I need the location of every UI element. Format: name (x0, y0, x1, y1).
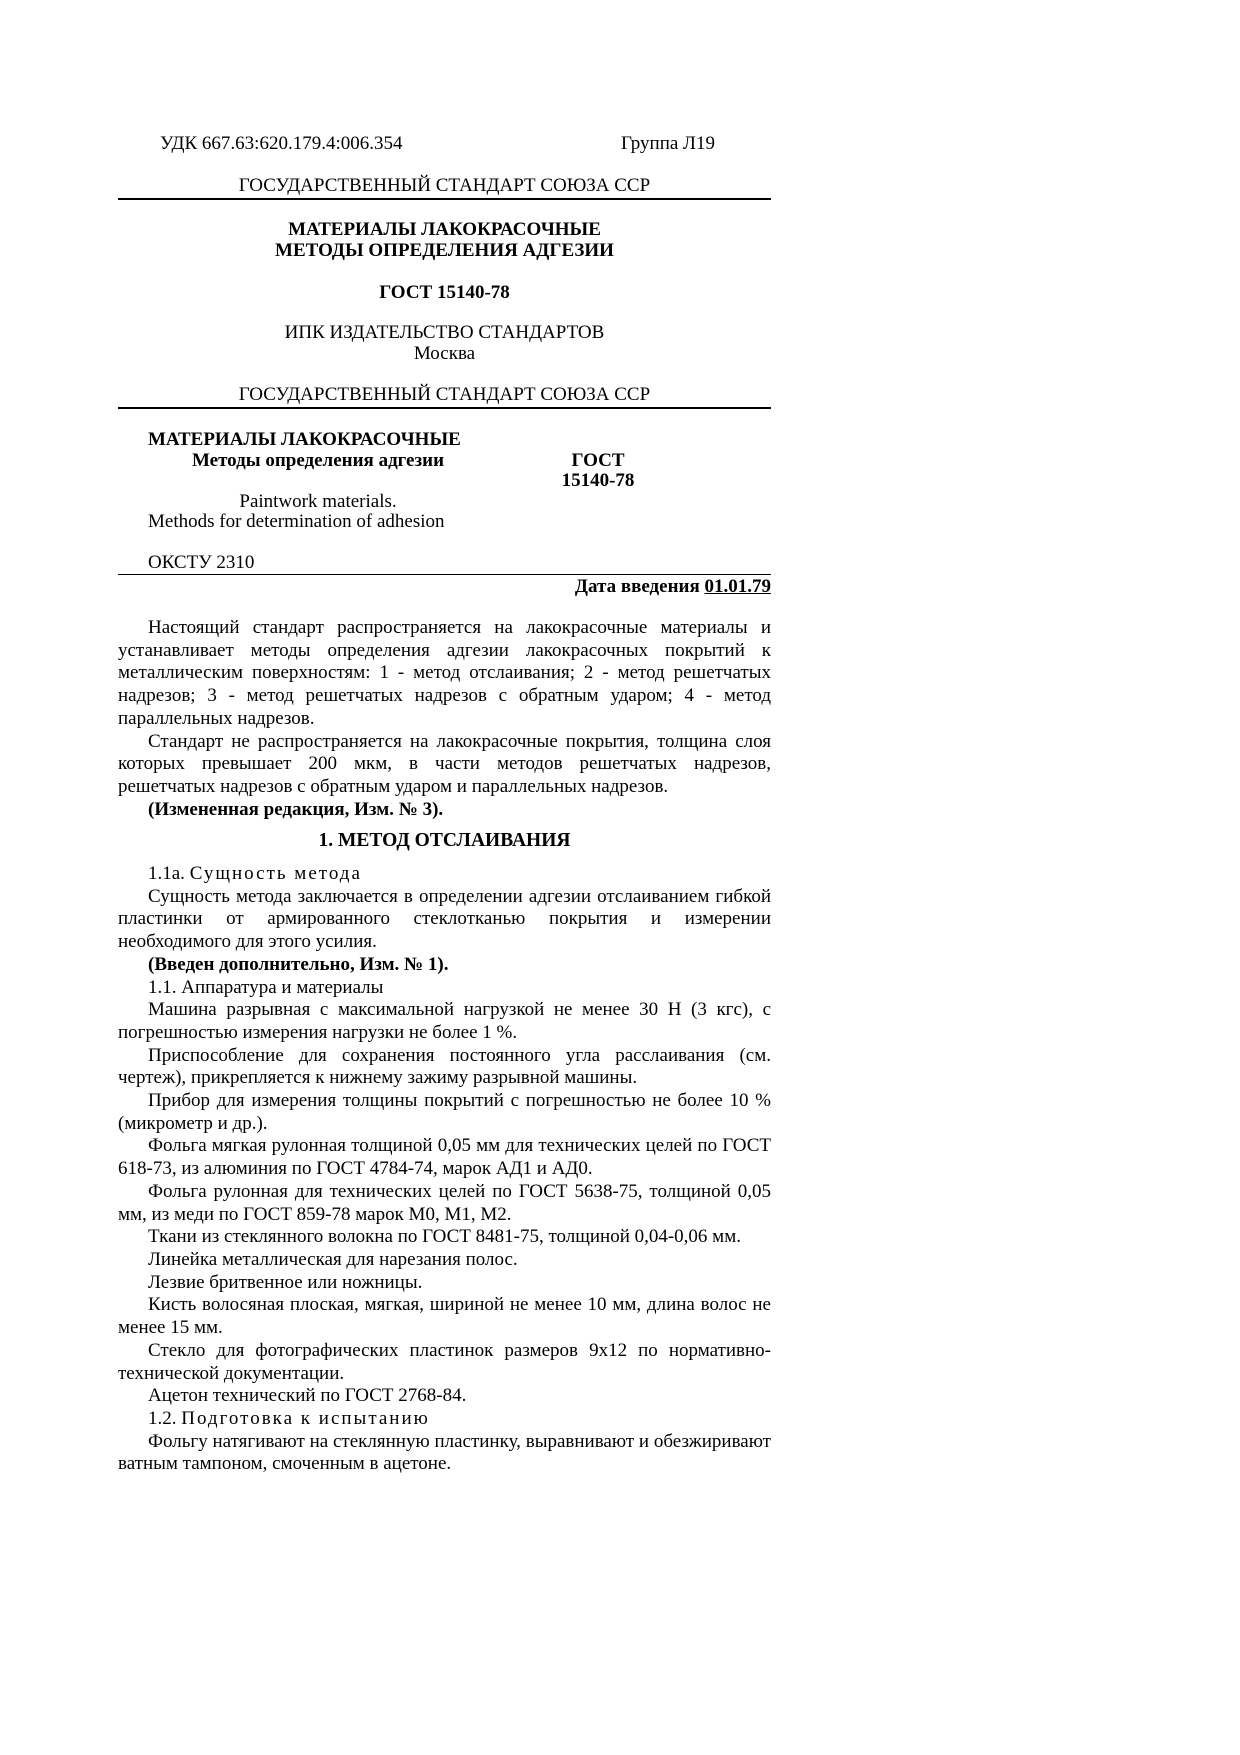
equipment-item: Линейка металлическая для нарезания полос. (148, 1248, 518, 1270)
amendment-note-3: (Измененная редакция, Изм. № 3). (148, 798, 444, 820)
equipment-item: Фольга мягкая рулонная толщиной 0,05 мм для технических целей по ГОСТ 618-73, из алюминия по ГОСТ 4784-74, марок АД1 и АД0. (118, 1135, 771, 1180)
gost-number: ГОСТ 15140-78 (379, 282, 510, 303)
title-line-2: МЕТОДЫ ОПРЕДЕЛЕНИЯ АДГЕЗИИ (275, 240, 614, 261)
subsection-title: Сущность метода (189, 863, 362, 885)
subsection-number: 1.2. (148, 1407, 177, 1429)
equipment-item: Кисть волосяная плоская, мягкая, шириной не менее 10 мм, длина волос не менее 15 мм. (118, 1294, 771, 1339)
title-en-line-1: Paintwork materials. (239, 491, 397, 512)
equipment-item: Стекло для фотографических пластинок размеров 9х12 по нормативно-технической документации. (118, 1339, 771, 1384)
title-ru-line-2: Методы определения адгезии (191, 450, 445, 471)
equipment-item: Приспособление для сохранения постоянного угла расслаивания (см. чертеж), прикрепляется к нижнему зажиму разрывной машины. (118, 1044, 771, 1089)
subsection-number: 1.1а. (148, 863, 185, 885)
subsection-1-2-text: Фольгу натягивают на стеклянную пластинку, выравнивают и обезжиривают ватным тампоном, смоченным в ацетоне. (118, 1430, 771, 1475)
intro-date-value: 01.01.79 (704, 576, 771, 597)
subsection-1-1-heading: 1.1. Аппаратура и материалы (148, 976, 384, 998)
divider (118, 574, 771, 575)
intro-date-label: Дата введения (574, 576, 700, 597)
equipment-item: Ацетон технический по ГОСТ 2768-84. (148, 1385, 467, 1407)
publisher: ИПК ИЗДАТЕЛЬСТВО СТАНДАРТОВ (284, 322, 605, 343)
equipment-item: Машина разрывная с максимальной нагрузкой не менее 30 Н (3 кгс), с погрешностью измерения нагрузки не более 1 %. (118, 999, 771, 1043)
state-standard-heading: ГОСУДАРСТВЕННЫЙ СТАНДАРТ СОЮЗА ССР (238, 175, 651, 196)
udk-code: УДК 667.63:620.179.4:006.354 (160, 133, 403, 154)
subsection-1-2-heading (118, 1408, 771, 1431)
divider (118, 198, 771, 200)
gost-label: ГОСТ (571, 450, 625, 471)
subsection-1-1a-text: Сущность метода заключается в определении адгезии отслаиванием гибкой пластинки от армированного стеклотканью покрытия и измерении необходимого для этого усилия. (118, 885, 771, 953)
equipment-item: Прибор для измерения толщины покрытий с погрешностью не более 10 % (микрометр и др.). (118, 1090, 771, 1134)
title-ru-line-1: МАТЕРИАЛЫ ЛАКОКРАСОЧНЫЕ (148, 429, 461, 450)
divider (118, 407, 771, 409)
city: Москва (413, 343, 476, 364)
title-en-line-2: Methods for determination of adhesion (148, 511, 445, 532)
title-line-1: МАТЕРИАЛЫ ЛАКОКРАСОЧНЫЕ (288, 219, 601, 240)
gost-code: 15140-78 (561, 470, 635, 491)
equipment-item: Фольга рулонная для технических целей по ГОСТ 5638-75, толщиной 0,05 мм, из меди по ГОСТ 859-78 марок М0, М1, М2. (118, 1180, 771, 1225)
subsection-title: Подготовка к испытанию (181, 1407, 430, 1429)
subsection-1-1a-heading (118, 863, 771, 886)
group-code: Группа Л19 (621, 133, 715, 154)
equipment-item: Ткани из стеклянного волокна по ГОСТ 8481-75, толщиной 0,04-0,06 мм. (148, 1226, 741, 1248)
intro-paragraph-2: Стандарт не распространяется на лакокрасочные покрытия, толщина слоя которых превышает 200 мкм, в части методов решетчатых надрезов, решетчатых надрезов с обратным ударом и параллельных надрезов. (118, 730, 771, 797)
intro-date (575, 576, 771, 599)
equipment-item: Лезвие бритвенное или ножницы. (148, 1271, 423, 1293)
body-text (118, 617, 771, 1476)
state-standard-heading-2: ГОСУДАРСТВЕННЫЙ СТАНДАРТ СОЮЗА ССР (238, 384, 651, 405)
okstu-code: ОКСТУ 2310 (148, 552, 255, 573)
intro-paragraph-1: Настоящий стандарт распространяется на лакокрасочные материалы и устанавливает методы определения адгезии лакокрасочных покрытий к металлическим поверхностям: 1 - метод отслаивания; 2 - метод решетчатых надрезов; 3 - метод решетчатых надрезов с обратным ударом; 4 - метод параллельных надрезов. (118, 617, 771, 729)
section-1-heading: 1. МЕТОД ОТСЛАИВАНИЯ (318, 830, 571, 852)
amendment-note-1: (Введен дополнительно, Изм. № 1). (148, 953, 449, 975)
